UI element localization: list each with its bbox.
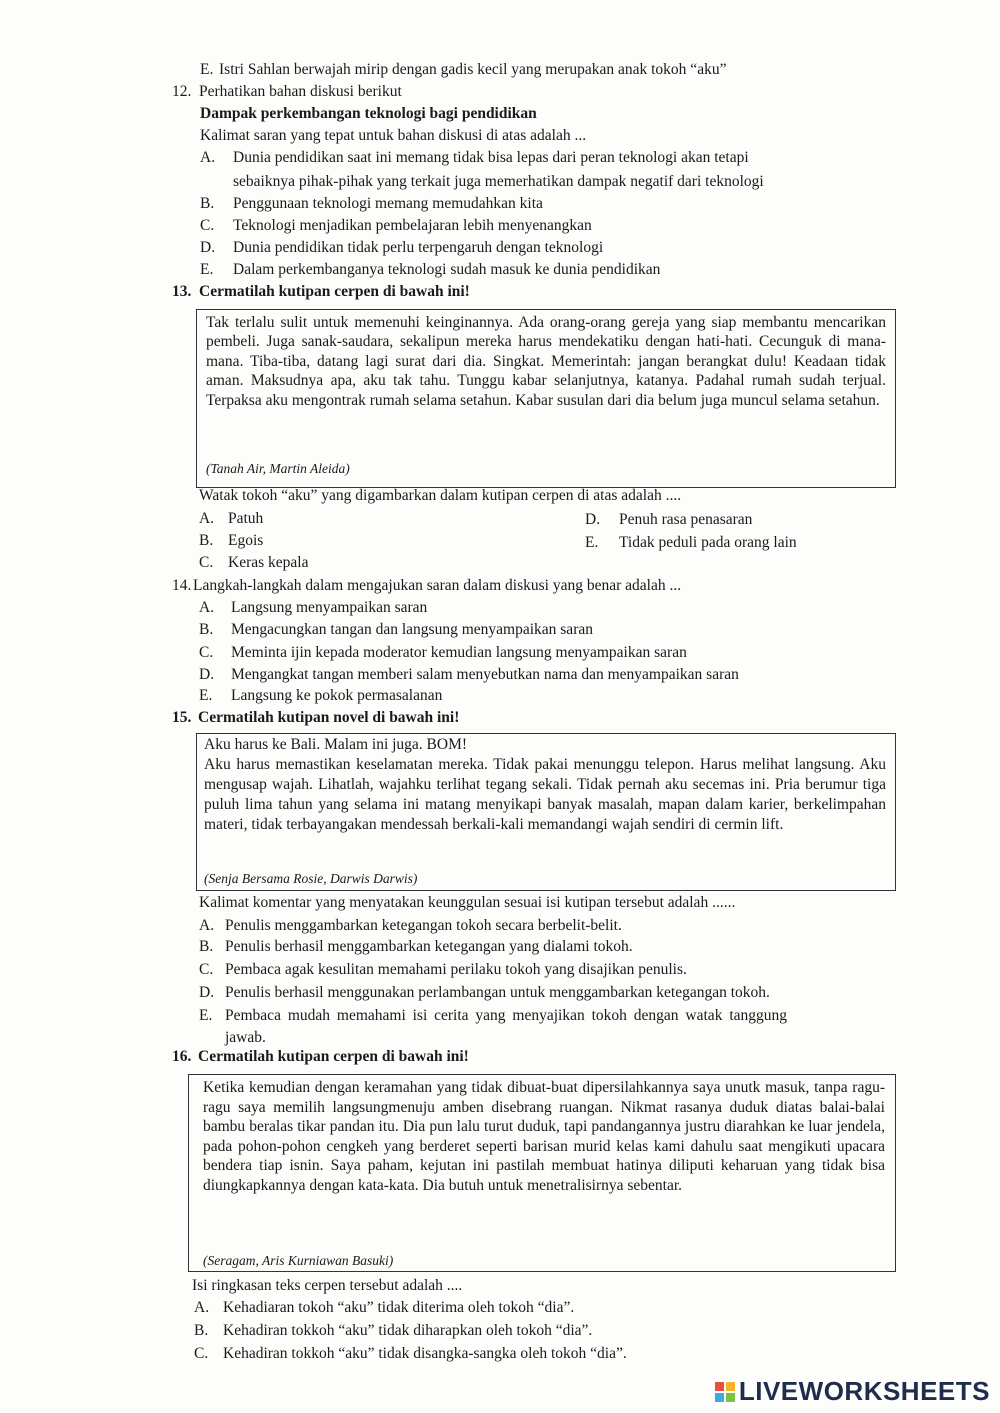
q13-passage-box bbox=[196, 309, 896, 488]
q13-option-c-label: C. bbox=[199, 554, 214, 571]
q12-option-b-label: B. bbox=[200, 195, 215, 212]
q16-source: (Seragam, Aris Kurniawan Basuki) bbox=[203, 1253, 394, 1268]
q15-passage-box bbox=[196, 733, 896, 891]
q15-option-d-label: D. bbox=[199, 984, 215, 1001]
q12-prompt: Perhatikan bahan diskusi berikut bbox=[199, 83, 402, 100]
liveworksheets-logo-icon bbox=[715, 1382, 735, 1402]
q14-option-a-label: A. bbox=[199, 599, 215, 616]
q14-option-d-text[interactable]: Mengangkat tangan memberi salam menyebutkan nama dan menyampaikan saran bbox=[231, 666, 739, 683]
q13-question: Watak tokoh “aku” yang digambarkan dalam kutipan cerpen di atas adalah .... bbox=[199, 487, 682, 504]
q14-question: Langkah-langkah dalam mengajukan saran dalam diskusi yang benar adalah ... bbox=[193, 577, 682, 594]
q15-option-c-label: C. bbox=[199, 961, 214, 978]
q12-option-e-label: E. bbox=[200, 261, 214, 278]
q14-option-b-label: B. bbox=[199, 621, 214, 638]
q13-number: 13. bbox=[172, 283, 192, 300]
q13-option-a-text[interactable]: Patuh bbox=[228, 510, 264, 527]
q16-prompt: Cermatilah kutipan cerpen di bawah ini! bbox=[198, 1048, 469, 1065]
q16-question: Isi ringkasan teks cerpen tersebut adalah .... bbox=[192, 1277, 463, 1294]
q12-option-a-label: A. bbox=[200, 149, 216, 166]
q15-number: 15. bbox=[172, 709, 192, 726]
q16-option-b-label: B. bbox=[194, 1322, 209, 1339]
q14-option-a-text[interactable]: Langsung menyampaikan saran bbox=[231, 599, 428, 616]
q13-option-c-text[interactable]: Keras kepala bbox=[228, 554, 309, 571]
q15-option-a-text[interactable]: Penulis menggambarkan ketegangan tokoh secara berbelit-belit. bbox=[225, 917, 622, 934]
q15-option-c-text[interactable]: Pembaca agak kesulitan memahami perilaku tokoh yang disajikan penulis. bbox=[225, 961, 687, 978]
q13-option-a-label: A. bbox=[199, 510, 215, 527]
q12-option-d-text[interactable]: Dunia pendidikan tidak perlu terpengaruh dengan teknologi bbox=[233, 239, 604, 256]
q15-question: Kalimat komentar yang menyatakan keunggulan sesuai isi kutipan tersebut adalah ...... bbox=[199, 894, 736, 911]
q16-option-b-text[interactable]: Kehadiran tokkoh “aku” tidak diharapkan oleh tokoh “dia”. bbox=[223, 1322, 593, 1339]
q12-option-c-label: C. bbox=[200, 217, 215, 234]
q11-option-e-label: E. bbox=[200, 61, 214, 78]
q15-option-e-text[interactable]: Pembaca mudah memahami isi cerita yang menyajikan tokoh dengan watak tanggung bbox=[225, 1007, 788, 1024]
q15-option-d-text[interactable]: Penulis berhasil menggunakan perlambangan untuk menggambarkan ketegangan tokoh. bbox=[225, 984, 770, 1001]
q12-option-a-text[interactable]: Dunia pendidikan saat ini memang tidak bisa lepas dari peran teknologi akan tetapi bbox=[233, 149, 749, 166]
q12-option-a-cont: sebaiknya pihak-pihak yang terkait juga memerhatikan dampak negatif dari teknologi bbox=[233, 173, 764, 190]
q16-option-a-label: A. bbox=[194, 1299, 210, 1316]
q16-passage: Ketika kemudian dengan keramahan yang tidak dibuat-buat dipersilahkannya saya unutk masuk, tanpa ragu-ragu saya memilih langsungmenuju amben disebrang ruangan. Nikmat rasanya duduk diatas balai-balai bambu beralas tikar pandan itu. Dia pun lalu turut duduk, tapi pandangannya justru diarahkan ke luar jendela, pada pohon-pohon cengkeh yang berderet seperti barisan murid kelas kami dahulu saat mengikuti upacara bendera tiap isnin. Saya paham, kejutan ini pastilah membuat hatinya diliputi keharuan yang tidak bisa diungkapkannya dengan kata-kata. Dia butuh untuk menetralisirnya sebentar. bbox=[203, 1079, 885, 1194]
q14-number: 14. bbox=[172, 577, 192, 594]
q11-option-e-text: Istri Sahlan berwajah mirip dengan gadis kecil yang merupakan anak tokoh “aku” bbox=[219, 61, 727, 78]
q14-option-c-text[interactable]: Meminta ijin kepada moderator kemudian langsung menyampaikan saran bbox=[231, 644, 687, 661]
q12-number: 12. bbox=[172, 83, 192, 100]
q13-passage: Tak terlalu sulit untuk memenuhi keinginannya. Ada orang-orang gereja yang siap membantu mencarikan pembeli. Juga sanak-saudara, sekalipun mereka harus mendekatiku dengan hati-hati. Cecunguk di mana-mana. Tiba-tiba, datang lagi surat dari dia. Singkat. Memerintah: jangan berangkat dulu! Keadaan tidak aman. Maksudnya apa, aku tak tahu. Tunggu kabar selanjutnya, katanya. Padahal rumah sudah terjual. Terpaksa aku mengontrak rumah selama setahun. Kabar susulan dari dia belum juga muncul selama setahun. bbox=[206, 314, 886, 409]
q15-option-b-label: B. bbox=[199, 938, 214, 955]
q15-option-e-label: E. bbox=[199, 1007, 213, 1024]
q13-option-b-label: B. bbox=[199, 532, 214, 549]
q15-passage-first-line: Aku harus ke Bali. Malam ini juga. BOM! bbox=[204, 736, 468, 753]
q16-option-c-label: C. bbox=[194, 1345, 209, 1362]
q12-option-b-text[interactable]: Penggunaan teknologi memang memudahkan kita bbox=[233, 195, 543, 212]
liveworksheets-watermark bbox=[715, 1376, 990, 1407]
q13-source: (Tanah Air, Martin Aleida) bbox=[206, 461, 350, 476]
q16-option-a-text[interactable]: Kehadiaran tokoh “aku” tidak diterima oleh tokoh “dia”. bbox=[223, 1299, 575, 1316]
q14-option-b-text[interactable]: Mengacungkan tangan dan langsung menyampaikan saran bbox=[231, 621, 593, 638]
q16-passage-box bbox=[188, 1074, 896, 1272]
q14-option-c-label: C. bbox=[199, 644, 214, 661]
watermark-text: LIVEWORKSHEETS bbox=[738, 1376, 990, 1406]
q15-option-e-cont: jawab. bbox=[225, 1029, 266, 1046]
q15-option-a-label: A. bbox=[199, 917, 215, 934]
q15-source: (Senja Bersama Rosie, Darwis Darwis) bbox=[204, 871, 418, 886]
q16-number: 16. bbox=[172, 1048, 192, 1065]
q13-option-e-text[interactable]: Tidak peduli pada orang lain bbox=[619, 534, 797, 551]
q15-option-b-text[interactable]: Penulis berhasil menggambarkan ketegangan yang dialami tokoh. bbox=[225, 938, 633, 955]
q13-option-d-label: D. bbox=[585, 511, 601, 528]
q12-option-d-label: D. bbox=[200, 239, 216, 256]
q15-prompt: Cermatilah kutipan novel di bawah ini! bbox=[198, 709, 460, 726]
q15-passage: Aku harus memastikan keselamatan mereka. Tidak pakai menunggu telepon. Harus melihat langsung. Aku mengusap wajah. Lihatlah, wajahku terlihat tegang sekali. Tidak pernah aku secemas ini. Pria berumur tiga puluh lima tahun yang selama ini matang menyikapi banyak masalah, mapan dalam karier, berkelimpahan materi, tidak terbayangakan mendessah berkali-kali memandangi wajah sendiri di cermin lift. bbox=[204, 756, 886, 833]
q12-question: Kalimat saran yang tepat untuk bahan diskusi di atas adalah ... bbox=[200, 127, 587, 144]
q14-option-e-text[interactable]: Langsung ke pokok permasalanan bbox=[231, 687, 443, 704]
q13-option-e-label: E. bbox=[585, 534, 599, 551]
q12-topic: Dampak perkembangan teknologi bagi pendidikan bbox=[200, 105, 537, 122]
q12-option-e-text[interactable]: Dalam perkembanganya teknologi sudah masuk ke dunia pendidikan bbox=[233, 261, 661, 278]
q12-option-c-text[interactable]: Teknologi menjadikan pembelajaran lebih menyenangkan bbox=[233, 217, 592, 234]
q14-option-d-label: D. bbox=[199, 666, 215, 683]
q14-option-e-label: E. bbox=[199, 687, 213, 704]
q13-option-d-text[interactable]: Penuh rasa penasaran bbox=[619, 511, 753, 528]
q16-option-c-text[interactable]: Kehadiran tokkoh “aku” tidak disangka-sangka oleh tokoh “dia”. bbox=[223, 1345, 627, 1362]
q13-prompt: Cermatilah kutipan cerpen di bawah ini! bbox=[199, 283, 470, 300]
q13-option-b-text[interactable]: Egois bbox=[228, 532, 264, 549]
